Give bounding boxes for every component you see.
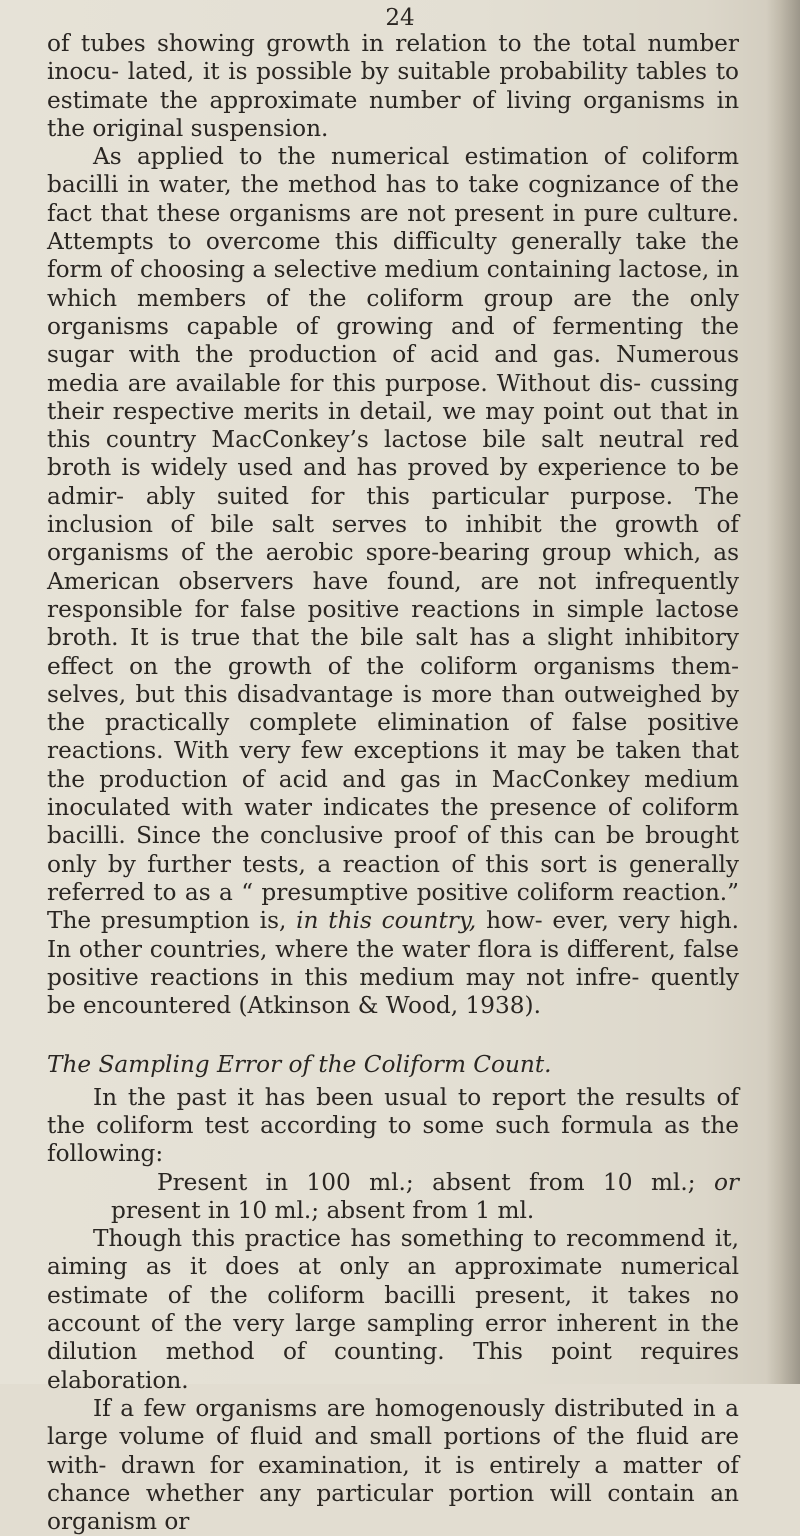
- formula-part-a: Present in 100 ml.; absent from 10 ml.;: [157, 1168, 696, 1196]
- paragraph-continuation: of tubes showing growth in relation to the total number inocu- lated, it is possible by suitable probability tables to estimate the approximate number of living organisms in the original suspension.: [47, 30, 739, 142]
- paragraph-past-reporting: In the past it has been usual to report the results of the coliform test according to some such formula as the following:: [47, 1083, 739, 1168]
- paragraph-sampling-error: Though this practice has something to recommend it, aiming as it does at only an approximate numerical estimate of the coliform bacilli present, it takes no account of the very large sampling error inherent in the dilution method of counting. This point requires elaboration.: [47, 1225, 739, 1394]
- italic-phrase: in this country,: [296, 907, 477, 935]
- paragraph-text-end: how- ever, very high. In other countries, where the water flora is different, false positive reactions in this medium may not infre- quently be encountered (Atkinson & Wood, 1938).: [47, 907, 739, 1020]
- formula-part-b: present in 10 ml.; absent from 1 ml.: [111, 1196, 535, 1224]
- paragraph-text: As applied to the numerical estimation of coliform bacilli in water, the method has to take cognizance of the fact that these organisms are not present in pure culture. Attempts to overcome this difficulty generally take the form of choosing a selective medium containing lactose, in which members of the coliform group are the only organisms capable of growing and of fermenting the sugar with the production of acid and gas. Numerous media are available for this purpose. Without dis- cussing their respective merits in detail, we may point out that in this country MacConkey’s lactose bile salt neutral red broth is widely used and has proved by experience to be admir- ably suited for this particular purpose. The inclusion of bile salt serves to inhibit the growth of organisms of the aerobic spore-bearing group which, as American observers have found, are not infrequently responsible for false positive reactions in simple lactose broth. It is true that the bile salt has a slight inhibitory effect on the growth of the coliform organisms them- selves, but this disadvantage is more than outweighed by the practically complete elimination of false positive reactions. With very few exceptions it may be taken that the production of acid and gas in MacConkey medium inoculated with water indicates the presence of coliform bacilli. Since the conclusive proof of this can be brought only by further tests, a reaction of this sort is generally referred to as a “ presumptive positive coliform reaction.” The presumption is,: [47, 143, 739, 935]
- formula-example: [111, 1169, 739, 1226]
- page-number: 24: [385, 5, 415, 31]
- formula-or: or: [713, 1168, 739, 1196]
- paragraph-coliform-estimation: [47, 143, 739, 1020]
- paragraph-distribution: If a few organisms are homogenously distributed in a large volume of fluid and small portions of the fluid are with- drawn for examination, it is entirely a matter of chance whether any particular portion will contain an organism or: [47, 1394, 739, 1536]
- section-heading: The Sampling Error of the Coliform Count.: [47, 1051, 552, 1079]
- page-edge-shadow: [766, 0, 800, 1384]
- body-text: [47, 30, 739, 1536]
